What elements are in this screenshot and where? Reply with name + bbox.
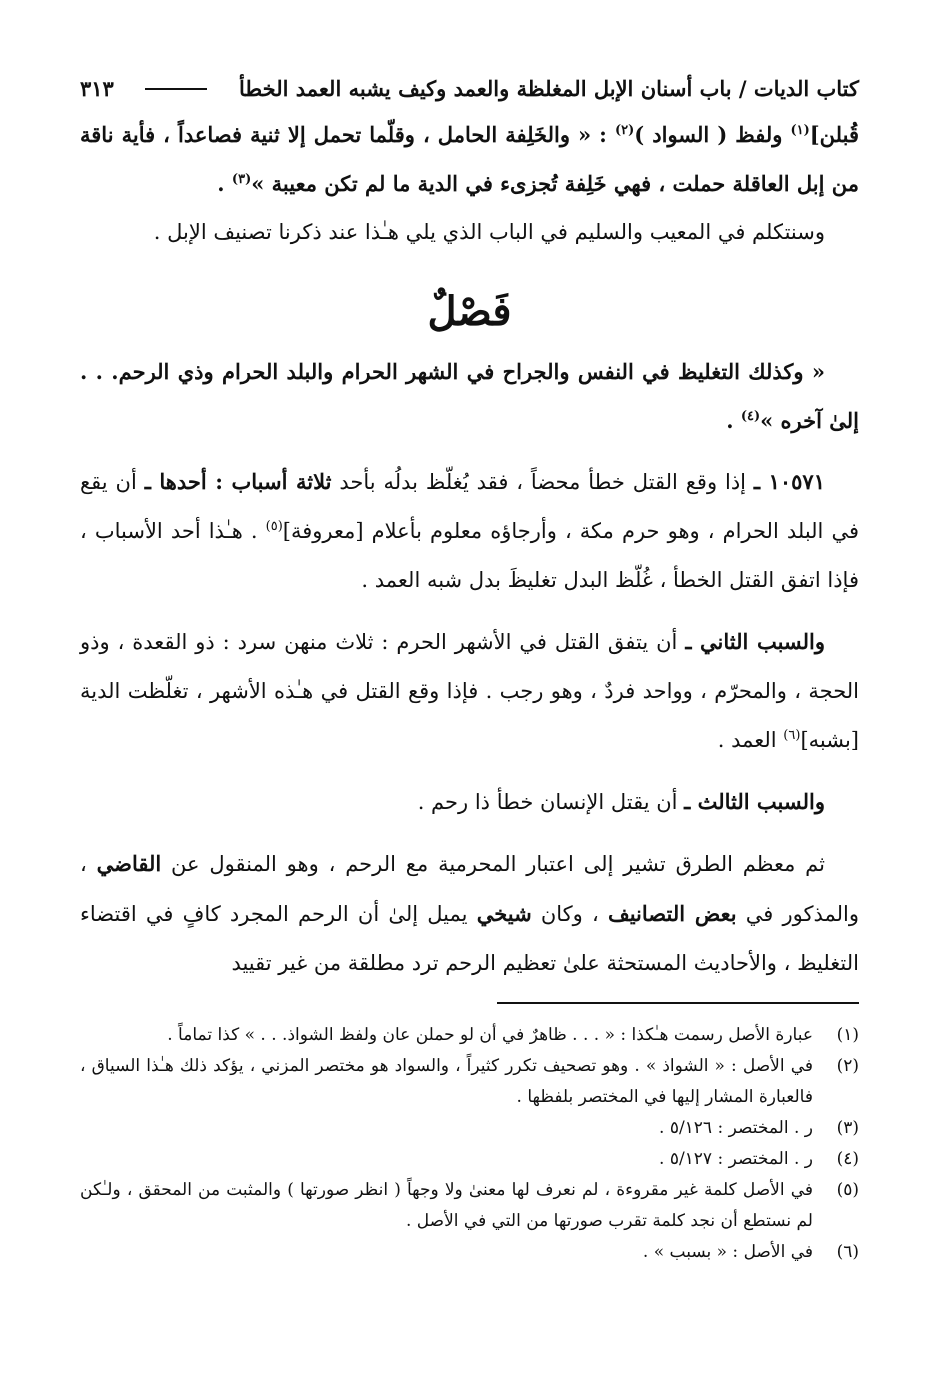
intro-text-c: : « والخَلِفة الحامل ، وقلّما تحمل إلا ثنية فصاعداً ، فأية ناقة من إبل العاقلة حملت ، فهي خَلِفة تُجزىء في الدية ما لم تكن معيبة » (80, 122, 859, 196)
header-dash (145, 88, 207, 90)
footnote-number: (٣) (836, 1118, 859, 1138)
footnote-ref-3: (٣) (231, 172, 252, 187)
paragraph-second-cause (80, 617, 859, 765)
footnote (80, 1020, 859, 1051)
section-heading: فَصْلٌ (427, 288, 512, 335)
paragraph-kinship (80, 839, 859, 988)
para-3-text: أن يقتل الإنسان خطأ ذا رحم . (417, 790, 685, 814)
para-4-bold-a: القاضي (96, 851, 162, 876)
para-1-text-a: إذا وقع القتل خطأ محضاً ، فقد يُغلّظ بدلُه بأحد (331, 470, 754, 494)
para-2-text-a: أن يتفق القتل في الأشهر الحرم : ثلاث منهن سرد : ذو القعدة ، وذو الحجة ، والمحرّم ، وواحد فردٌ ، وهو رجب . فإذا وقع القتل في هـٰذه الأشهر ، تغلّظت الدية [بشبه] (80, 630, 859, 752)
para-4-text-c: ، وكان (531, 902, 608, 926)
footnotes (80, 1020, 859, 1268)
footnote (80, 1051, 859, 1113)
footnote-text: ر . المختصر : ٥/١٢٧ . (659, 1149, 813, 1169)
footnote-text: في الأصل : « الشواذ » . وهو تصحيف تكرر كثيراً ، والسواد هو مختصر المزني ، يؤكد ذلك هـٰذا السياق ، فالعبارة المشار إليها في المختصر بلفظها . (80, 1056, 813, 1107)
running-header (80, 72, 859, 106)
footnote-ref-5: (٥) (265, 519, 283, 534)
running-title: كتاب الديات / باب أسنان الإبل المغلظة والعمد وكيف يشبه العمد الخطأ (239, 76, 859, 101)
paragraph-third-cause (80, 777, 859, 827)
footnote (80, 1237, 859, 1268)
para-4-text-d: يميل إلىٰ أن الرحم المجرد كافٍ في اقتضاء التغليظ ، والأحاديث المستحثة علىٰ تعظيم الرحم ترد مطلقة من غير تقييد (80, 902, 859, 975)
para-2-text-b: العمد . (717, 728, 784, 752)
section-quote (80, 347, 859, 445)
footnote-number: (٤) (836, 1149, 859, 1169)
paragraph-number: ١٠٥٧١ ـ (753, 469, 825, 494)
footnote-ref-6: (٦) (783, 728, 801, 743)
para-1-bold-a: ثلاثة أسباب : أحدها ـ (144, 469, 332, 494)
section-quote-end: . (726, 408, 741, 433)
footnote-text: عبارة الأصل رسمت هـٰكذا : « . . . ظاهرٌ في أن لو حملن عان ولفظ الشواذ. . . » كذا تماماً . (167, 1025, 813, 1045)
footnote-ref-4: (٤) (740, 409, 761, 424)
para-4-text-a: ثم معظم الطرق تشير إلى اعتبار المحرمية مع الرحم ، وهو المنقول عن (161, 852, 826, 876)
para-1-text-b: أن يقع في البلد الحرام ، وهو حرم مكة ، وأرجاؤه معلوم بأعلام [معروفة] (80, 470, 859, 543)
footnote-number: (٢) (836, 1056, 859, 1076)
para-4-text-b: ، والمذكور في (80, 852, 860, 926)
intro-paragraph-2: وسنتكلم في المعيب والسليم في الباب الذي يلي هـٰذا عند ذكرنا تصنيف الإبل . (153, 220, 825, 244)
paragraph-10571 (80, 457, 859, 605)
para-1-text-c: . هـٰذا أحد الأسباب ، فإذا اتفق القتل الخطأ ، غُلّظ البدل تغليظَ بدل شبه العمد . (80, 519, 859, 592)
footnote-number: (١) (836, 1025, 859, 1045)
intro-text-b: ولفظ ( السواد ) (634, 122, 791, 147)
intro-paragraph-1 (80, 110, 859, 208)
para-2-bold: والسبب الثاني ـ (685, 629, 826, 654)
footnote (80, 1175, 859, 1237)
footnote (80, 1113, 859, 1144)
footnote-text: في الأصل : « بسبب » . (642, 1242, 813, 1262)
page-number: ٣١٣ (80, 76, 114, 101)
footnote-text: في الأصل كلمة غير مقروءة ، لم نعرف لها معنىٰ ولا وجهاً ( انظر صورتها ) والمثبت من المحقق ، ولـٰكن لم نستطع أن نجد كلمة تقرب صورتها من التي في الأصل . (80, 1180, 813, 1231)
intro-text-a: قُبلن] (809, 122, 859, 147)
main-text (80, 110, 859, 988)
footnote-ref-1: (١) (790, 123, 810, 138)
footnote (80, 1144, 859, 1175)
section-quote-text: « وكذلك التغليظ في النفس والجراح في الشهر الحرام والبلد الحرام وذي الرحم. . . إلىٰ آخره » (80, 359, 859, 433)
intro-end: . (217, 171, 232, 196)
footnote-number: (٥) (836, 1180, 859, 1200)
para-4-bold-c: شيخي (476, 901, 532, 926)
footnote-number: (٦) (836, 1242, 859, 1262)
para-3-bold: والسبب الثالث ـ (684, 789, 825, 814)
footnote-separator (497, 1002, 859, 1004)
footnote-text: ر . المختصر : ٥/١٢٦ . (659, 1118, 813, 1138)
footnote-ref-2: (٢) (614, 123, 635, 138)
para-4-bold-b: بعض التصانيف (607, 901, 737, 926)
